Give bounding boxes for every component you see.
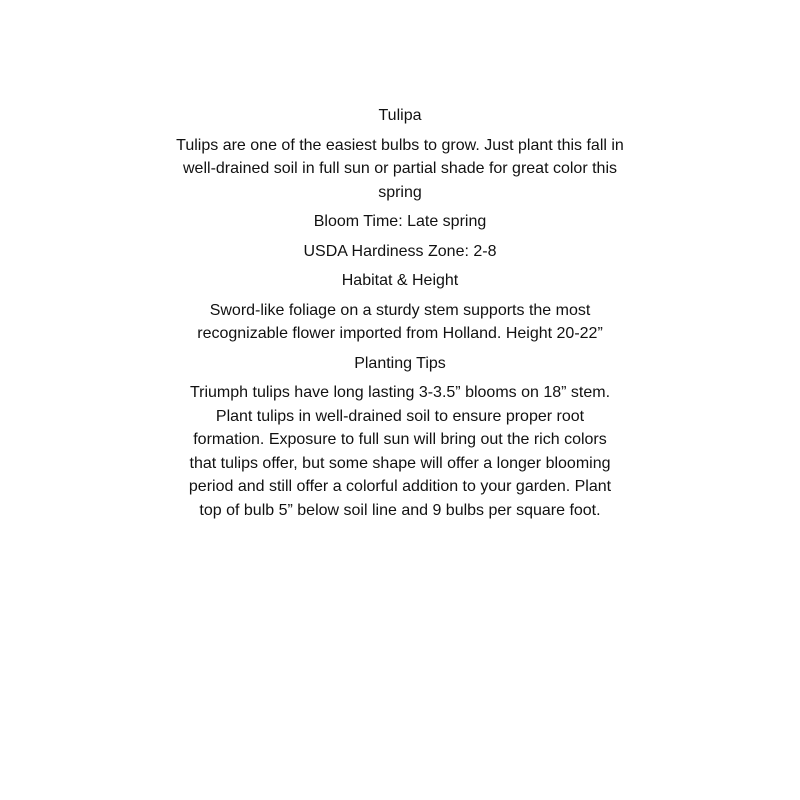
habitat-paragraph bbox=[160, 299, 640, 346]
planting-line: that tulips offer, but some shape will offer a longer blooming bbox=[189, 454, 611, 472]
hardiness-zone-line: USDA Hardiness Zone: 2-8 bbox=[303, 242, 497, 260]
habitat-line: Sword-like foliage on a sturdy stem supports the most bbox=[209, 301, 591, 319]
planting-line: period and still offer a colorful addition to your garden. Plant bbox=[188, 478, 612, 495]
title-line: Tulipa bbox=[378, 107, 422, 124]
planting-line: Triumph tulips have long lasting 3-3.5” blooms on 18” stem. bbox=[189, 384, 611, 401]
intro-line: spring bbox=[378, 183, 422, 201]
habitat-line: recognizable flower imported from Holland. Height 20-22” bbox=[197, 325, 603, 342]
planting-heading-line: Planting Tips bbox=[354, 354, 446, 372]
habitat-heading-line: Habitat & Height bbox=[341, 272, 459, 289]
hardiness-zone bbox=[160, 240, 640, 264]
habitat-heading bbox=[160, 269, 640, 293]
planting-line: top of bulb 5” below soil line and 9 bulbs per square foot. bbox=[199, 501, 601, 519]
planting-line: Plant tulips in well-drained soil to ensure proper root bbox=[215, 407, 585, 425]
document-page bbox=[160, 104, 640, 528]
document-title bbox=[160, 104, 640, 128]
planting-paragraph bbox=[160, 381, 640, 522]
intro-paragraph bbox=[160, 134, 640, 205]
bloom-time bbox=[160, 210, 640, 234]
planting-line: formation. Exposure to full sun will bring out the rich colors bbox=[193, 431, 607, 448]
intro-line: well-drained soil in full sun or partial shade for great color this bbox=[183, 160, 617, 177]
intro-line: Tulips are one of the easiest bulbs to grow. Just plant this fall in bbox=[176, 136, 624, 154]
planting-heading bbox=[160, 352, 640, 376]
bloom-time-line: Bloom Time: Late spring bbox=[313, 213, 487, 230]
